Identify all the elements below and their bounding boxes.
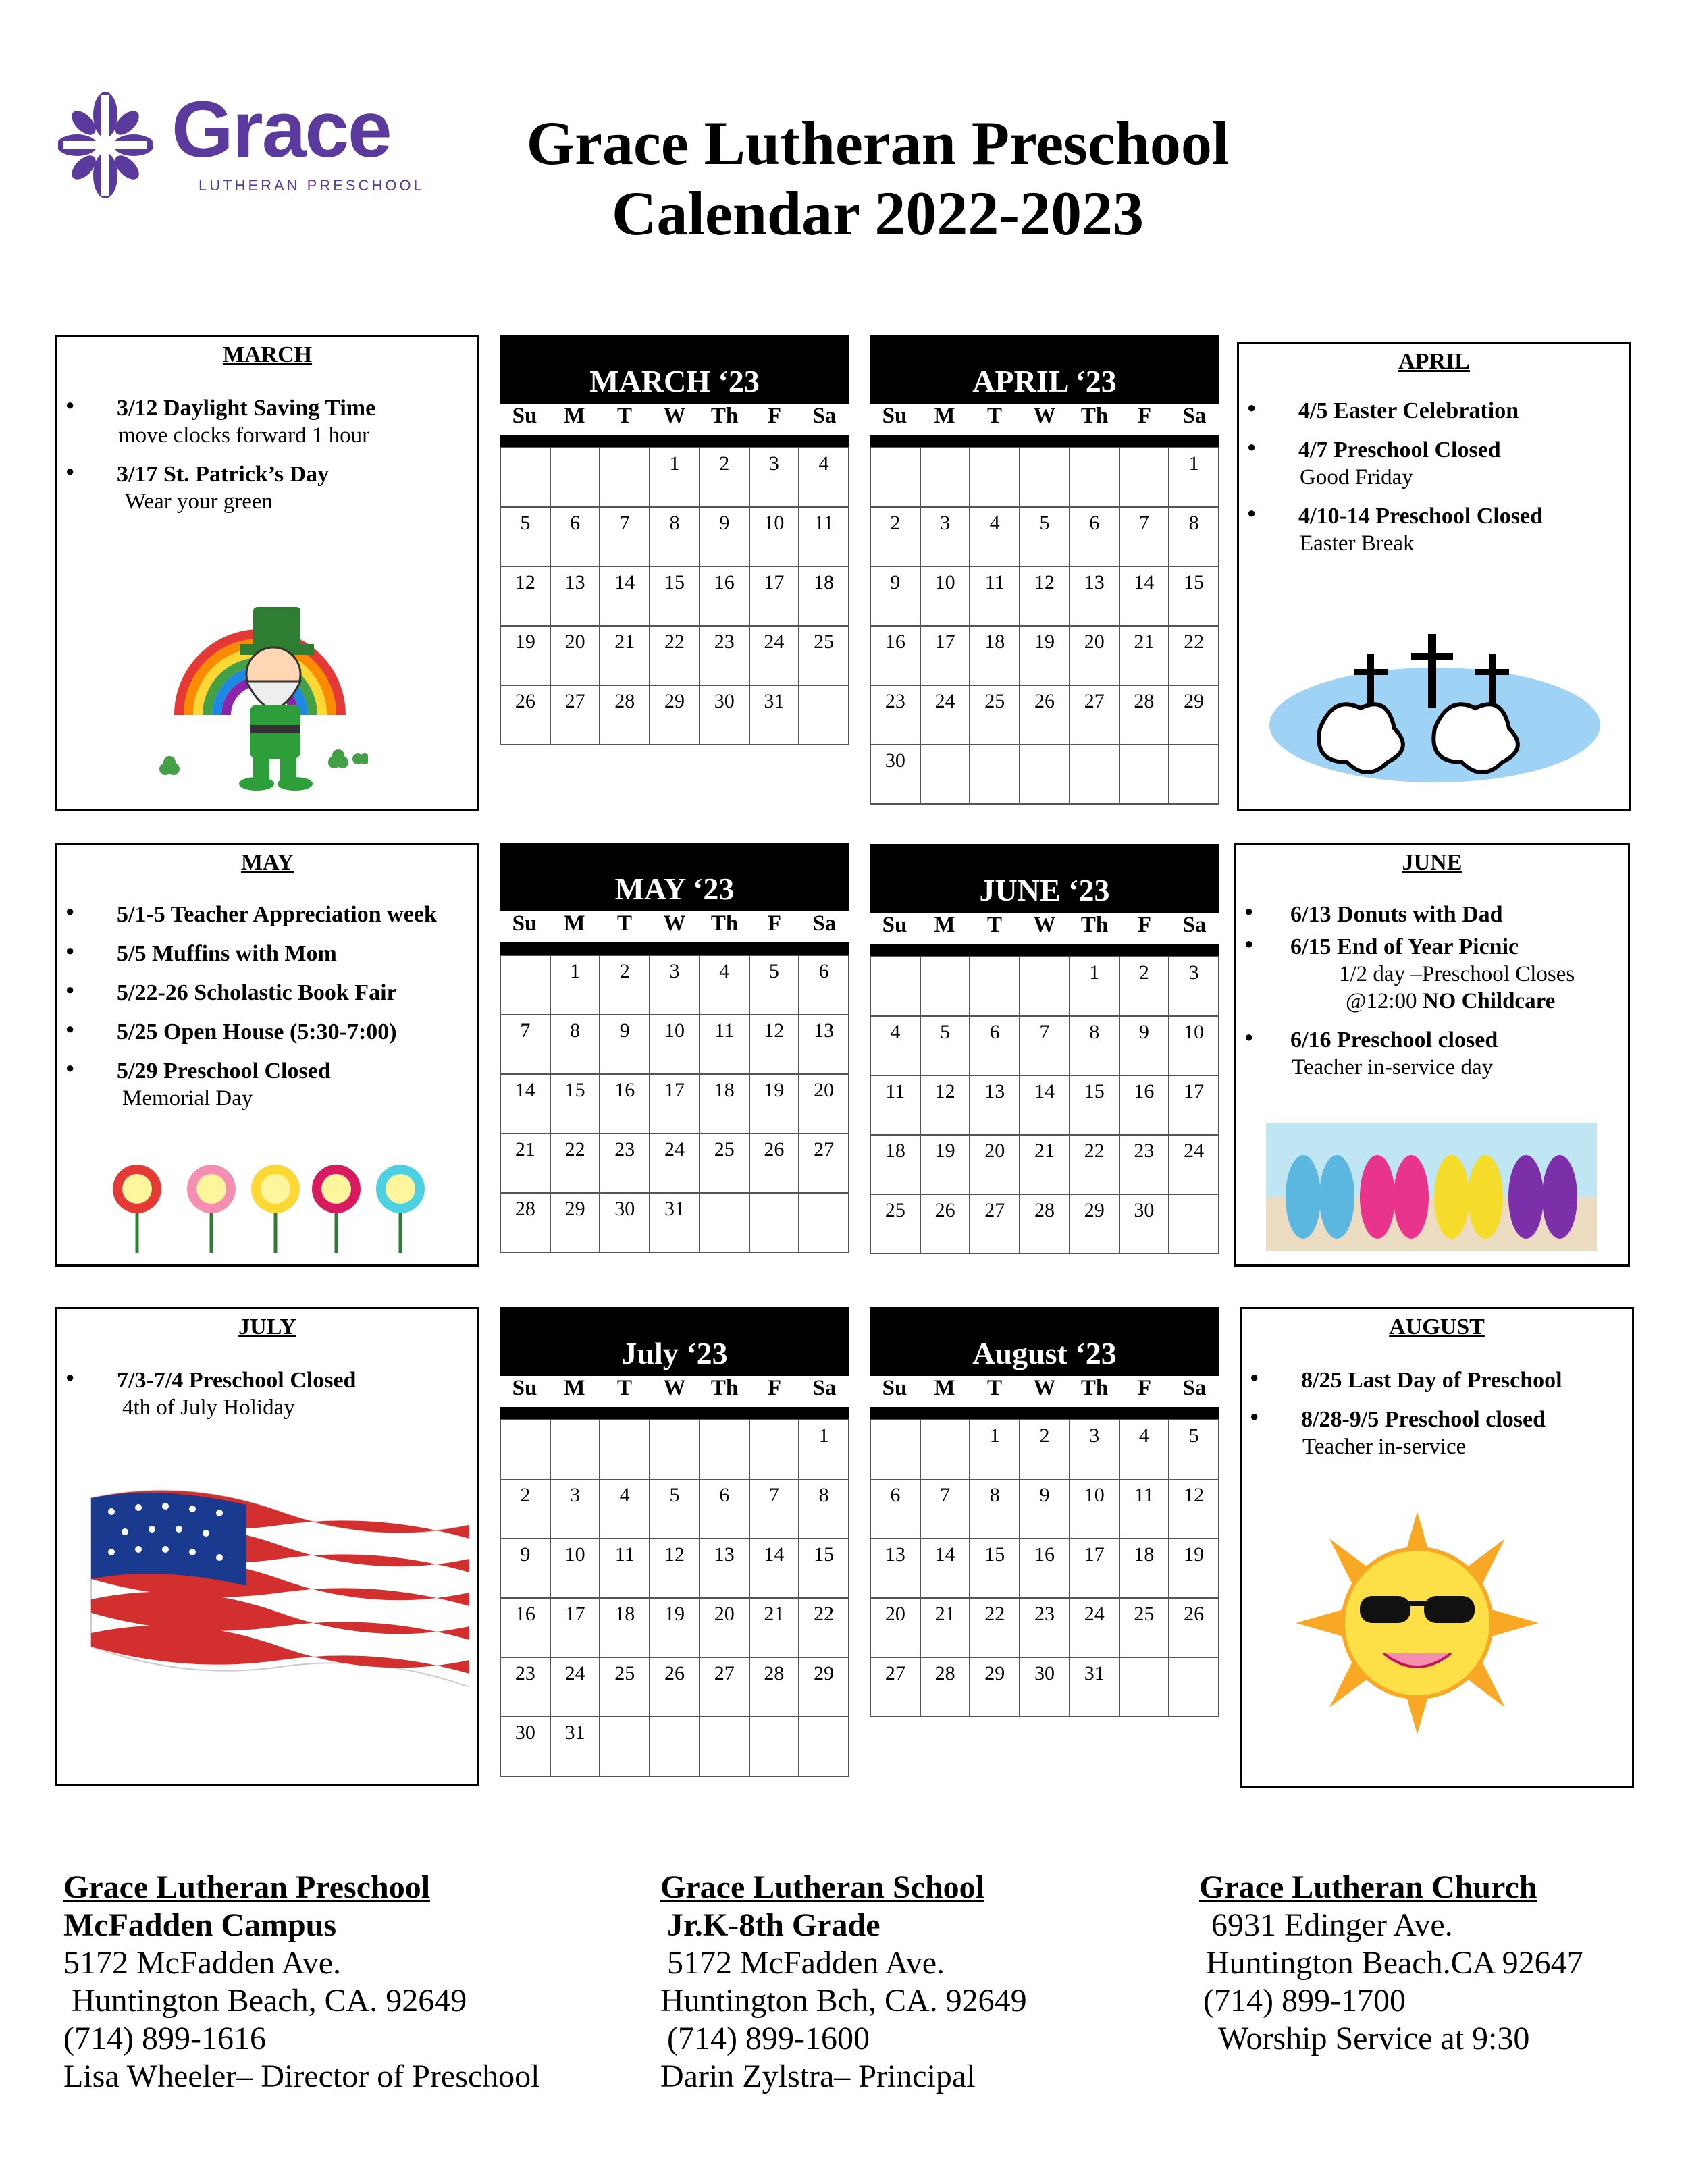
day-cell: 18 <box>970 627 1020 686</box>
event-item: ● 7/3-7/4 Preschool Closed 4th of July Holiday <box>57 1367 477 1421</box>
day-cell: 22 <box>970 1599 1020 1658</box>
day-cell: 16 <box>700 567 750 627</box>
day-cell: 30 <box>501 1717 551 1777</box>
sun-sunglasses-illustration <box>1296 1512 1539 1734</box>
day-cell: 21 <box>750 1599 800 1658</box>
april-events-heading: APRIL <box>1398 349 1470 374</box>
event-item: ● 5/29 Preschool Closed Memorial Day <box>57 1058 477 1112</box>
day-cell: 13 <box>1070 567 1120 627</box>
day-cell: 12 <box>650 1539 700 1599</box>
day-cell <box>1169 1658 1219 1717</box>
june-events-box <box>1234 843 1630 1267</box>
logo-word: Grace <box>172 85 391 174</box>
day-cell: 26 <box>750 1134 800 1194</box>
day-cell: 18 <box>799 567 849 627</box>
calendar-month-header: MARCH ‘23 <box>500 335 849 404</box>
day-cell: 22 <box>1070 1136 1120 1195</box>
day-cell: 13 <box>700 1539 750 1599</box>
day-cell: 25 <box>970 686 1020 745</box>
day-cell: 13 <box>551 567 601 627</box>
calendar-month-header: JUNE ‘23 <box>870 844 1219 913</box>
event-item: ● 6/16 Preschool closed Teacher in-service day <box>1236 1027 1628 1081</box>
day-cell: 18 <box>1120 1539 1170 1599</box>
day-cell: 7 <box>501 1015 551 1075</box>
day-cell: 7 <box>750 1480 800 1539</box>
day-cell: 29 <box>551 1194 601 1253</box>
day-cell: 2 <box>600 956 650 1015</box>
day-cell <box>700 1194 750 1253</box>
day-cell: 4 <box>970 508 1020 567</box>
day-cell: 8 <box>799 1480 849 1539</box>
day-cell: 16 <box>1120 1076 1170 1136</box>
day-cell <box>650 1717 700 1777</box>
day-cell: 2 <box>700 448 750 508</box>
day-cell: 5 <box>501 508 551 567</box>
day-cell <box>600 1420 650 1480</box>
event-item: ● 6/15 End of Year Picnic 1/2 day –Preschool Closes @12:00 NO Childcare <box>1236 934 1628 1015</box>
day-cell <box>921 745 971 805</box>
day-cell: 20 <box>551 627 601 686</box>
day-cell <box>1169 745 1219 805</box>
april-calendar <box>870 335 1219 805</box>
day-cell: 23 <box>1120 1136 1170 1195</box>
day-cell: 7 <box>921 1480 971 1539</box>
day-cell: 7 <box>1120 508 1170 567</box>
day-cell: 23 <box>871 686 921 745</box>
school-logo <box>58 85 436 203</box>
day-cell: 6 <box>871 1480 921 1539</box>
day-cell: 23 <box>1020 1599 1070 1658</box>
weekday-header: Su M T W Th F Sa <box>870 404 1219 447</box>
day-cell: 5 <box>750 956 800 1015</box>
day-cell <box>871 448 921 508</box>
day-cell <box>1020 957 1070 1017</box>
event-item: ● 5/1-5 Teacher Appreciation week <box>57 901 477 928</box>
day-cell: 30 <box>600 1194 650 1253</box>
day-cell: 3 <box>1070 1420 1120 1480</box>
day-cell: 27 <box>551 686 601 745</box>
august-events-heading: AUGUST <box>1389 1314 1485 1339</box>
day-cell: 9 <box>600 1015 650 1075</box>
day-cell: 1 <box>970 1420 1020 1480</box>
july-events-heading: JULY <box>238 1314 296 1339</box>
day-cell: 23 <box>501 1658 551 1717</box>
day-cell: 19 <box>750 1075 800 1134</box>
day-cell <box>700 1717 750 1777</box>
day-cell <box>750 1194 800 1253</box>
footer-heading: Grace Lutheran School <box>660 1869 984 1905</box>
calendar-month-header: August ‘23 <box>870 1307 1219 1376</box>
day-cell: 19 <box>1020 627 1070 686</box>
day-cell: 2 <box>1020 1420 1070 1480</box>
day-cell: 25 <box>700 1134 750 1194</box>
day-cell: 12 <box>921 1076 971 1136</box>
day-cell <box>600 448 650 508</box>
day-cell: 20 <box>871 1599 921 1658</box>
day-cell: 21 <box>501 1134 551 1194</box>
day-cell: 3 <box>1169 957 1219 1017</box>
day-cell: 14 <box>750 1539 800 1599</box>
day-cell: 9 <box>1120 1017 1170 1076</box>
day-cell: 14 <box>501 1075 551 1134</box>
day-cell: 11 <box>700 1015 750 1075</box>
day-cell <box>501 956 551 1015</box>
day-cell: 26 <box>921 1195 971 1254</box>
day-cell <box>1020 745 1070 805</box>
flowers-illustration <box>110 1162 434 1256</box>
day-cell: 24 <box>650 1134 700 1194</box>
day-cell: 28 <box>1120 686 1170 745</box>
day-cell: 29 <box>970 1658 1020 1717</box>
event-item: ● 4/10-14 Preschool Closed Easter Break <box>1239 503 1629 557</box>
day-cell <box>1070 448 1120 508</box>
day-cell: 15 <box>1070 1076 1120 1136</box>
day-cell <box>700 1420 750 1480</box>
day-cell: 3 <box>921 508 971 567</box>
event-item: ● 8/25 Last Day of Preschool <box>1242 1367 1632 1394</box>
event-item: ● 3/17 St. Patrick’s Day Wear your green <box>57 461 477 515</box>
day-cell: 17 <box>650 1075 700 1134</box>
day-cell: 7 <box>600 508 650 567</box>
weekday-header: Su M T W Th F Sa <box>870 1376 1219 1419</box>
day-cell: 25 <box>600 1658 650 1717</box>
day-cell <box>970 448 1020 508</box>
american-flag-illustration <box>84 1485 469 1687</box>
day-cell <box>1120 1658 1170 1717</box>
day-cell: 21 <box>1020 1136 1070 1195</box>
day-cell: 4 <box>700 956 750 1015</box>
day-cell: 14 <box>1020 1076 1070 1136</box>
day-cell: 25 <box>799 627 849 686</box>
day-cell: 18 <box>871 1136 921 1195</box>
event-item: ● 4/7 Preschool Closed Good Friday <box>1239 437 1629 491</box>
day-cell <box>501 1420 551 1480</box>
day-cell: 22 <box>799 1599 849 1658</box>
day-cell: 18 <box>700 1075 750 1134</box>
day-grid <box>870 1419 1219 1717</box>
day-cell: 10 <box>921 567 971 627</box>
footer-heading: Grace Lutheran Church <box>1199 1869 1537 1905</box>
day-cell: 6 <box>700 1480 750 1539</box>
easter-crosses-illustration <box>1266 627 1604 789</box>
day-cell: 1 <box>799 1420 849 1480</box>
footer-school: Grace Lutheran School Jr.K-8th Grade 5172 McFadden Ave. Huntington Bch, CA. 92649 (714) 899-1600 Darin Zylstra– Principal <box>660 1869 1027 2094</box>
may-events-box <box>55 843 479 1267</box>
day-cell: 24 <box>1169 1136 1219 1195</box>
day-cell: 27 <box>970 1195 1020 1254</box>
july-calendar <box>500 1307 849 1777</box>
day-cell <box>921 957 971 1017</box>
day-cell: 11 <box>1120 1480 1170 1539</box>
day-cell <box>921 448 971 508</box>
day-cell: 24 <box>750 627 800 686</box>
day-cell: 3 <box>650 956 700 1015</box>
day-cell <box>1020 448 1070 508</box>
day-cell: 15 <box>551 1075 601 1134</box>
day-cell: 1 <box>1070 957 1120 1017</box>
day-cell: 11 <box>871 1076 921 1136</box>
day-cell: 31 <box>551 1717 601 1777</box>
day-cell: 11 <box>799 508 849 567</box>
day-cell <box>750 1420 800 1480</box>
day-cell <box>921 1420 971 1480</box>
day-cell: 28 <box>921 1658 971 1717</box>
day-cell: 24 <box>921 686 971 745</box>
event-item: ● 6/13 Donuts with Dad <box>1236 901 1628 928</box>
day-cell: 20 <box>970 1136 1020 1195</box>
day-cell <box>750 1717 800 1777</box>
day-grid <box>870 447 1219 805</box>
title-line-2: Calendar 2022-2023 <box>612 179 1144 248</box>
august-calendar <box>870 1307 1219 1717</box>
day-cell: 20 <box>799 1075 849 1134</box>
footer-heading: Grace Lutheran Preschool <box>63 1869 431 1905</box>
cross-flower-icon <box>58 88 153 203</box>
day-cell: 8 <box>650 508 700 567</box>
day-cell: 31 <box>750 686 800 745</box>
day-cell: 14 <box>1120 567 1170 627</box>
day-cell <box>799 686 849 745</box>
day-cell: 16 <box>600 1075 650 1134</box>
day-cell: 11 <box>600 1539 650 1599</box>
day-cell: 1 <box>551 956 601 1015</box>
event-item: ● 8/28-9/5 Preschool closed Teacher in-service <box>1242 1406 1632 1460</box>
day-cell: 27 <box>1070 686 1120 745</box>
day-grid <box>500 447 849 745</box>
day-cell: 12 <box>1020 567 1070 627</box>
day-cell: 19 <box>921 1136 971 1195</box>
day-cell: 11 <box>970 567 1020 627</box>
day-cell: 18 <box>600 1599 650 1658</box>
day-cell: 15 <box>1169 567 1219 627</box>
day-cell: 3 <box>750 448 800 508</box>
day-cell: 6 <box>799 956 849 1015</box>
day-cell: 16 <box>871 627 921 686</box>
day-cell: 26 <box>1020 686 1070 745</box>
day-cell: 12 <box>1169 1480 1219 1539</box>
day-cell: 15 <box>970 1539 1020 1599</box>
may-calendar <box>500 843 849 1253</box>
day-cell: 6 <box>1070 508 1120 567</box>
day-cell: 28 <box>750 1658 800 1717</box>
march-events-box <box>55 335 479 811</box>
footer-preschool: Grace Lutheran Preschool McFadden Campus 5172 McFadden Ave. Huntington Beach, CA. 92649 (714) 899-1616 Lisa Wheeler– Director of Preschool <box>63 1869 540 2094</box>
day-cell: 17 <box>551 1599 601 1658</box>
day-cell: 5 <box>650 1480 700 1539</box>
day-cell: 2 <box>501 1480 551 1539</box>
day-cell: 10 <box>750 508 800 567</box>
day-cell: 25 <box>871 1195 921 1254</box>
day-cell: 22 <box>1169 627 1219 686</box>
day-cell <box>970 745 1020 805</box>
may-events-heading: MAY <box>240 850 294 875</box>
day-cell: 15 <box>799 1539 849 1599</box>
day-cell: 4 <box>600 1480 650 1539</box>
day-cell: 29 <box>1070 1195 1120 1254</box>
day-cell: 4 <box>1120 1420 1170 1480</box>
day-cell: 9 <box>700 508 750 567</box>
day-cell <box>1120 448 1170 508</box>
day-cell: 16 <box>501 1599 551 1658</box>
day-cell <box>650 1420 700 1480</box>
weekday-header: Su M T W Th F Sa <box>870 913 1219 956</box>
day-cell: 9 <box>1020 1480 1070 1539</box>
day-cell: 8 <box>1169 508 1219 567</box>
weekday-header: Su M T W Th F Sa <box>500 911 849 955</box>
event-item: ● 5/25 Open House (5:30-7:00) <box>57 1019 477 1046</box>
day-cell: 1 <box>1169 448 1219 508</box>
day-cell: 19 <box>1169 1539 1219 1599</box>
day-cell: 14 <box>600 567 650 627</box>
day-cell: 31 <box>650 1194 700 1253</box>
day-cell: 22 <box>551 1134 601 1194</box>
day-cell: 30 <box>1120 1195 1170 1254</box>
day-cell: 29 <box>1169 686 1219 745</box>
weekday-header: Su M T W Th F Sa <box>500 1376 849 1419</box>
day-cell: 22 <box>650 627 700 686</box>
day-cell: 27 <box>799 1134 849 1194</box>
day-cell: 19 <box>650 1599 700 1658</box>
day-grid <box>870 956 1219 1254</box>
day-cell: 26 <box>650 1658 700 1717</box>
day-cell: 10 <box>551 1539 601 1599</box>
june-events-heading: JUNE <box>1402 850 1462 875</box>
weekday-header: Su M T W Th F Sa <box>500 404 849 447</box>
day-grid <box>500 1419 849 1777</box>
day-cell: 9 <box>501 1539 551 1599</box>
day-cell <box>1070 745 1120 805</box>
day-cell: 27 <box>700 1658 750 1717</box>
day-cell: 21 <box>921 1599 971 1658</box>
day-cell <box>1169 1195 1219 1254</box>
day-cell: 23 <box>600 1134 650 1194</box>
day-cell: 13 <box>970 1076 1020 1136</box>
day-cell: 4 <box>871 1017 921 1076</box>
title-line-1: Grace Lutheran Preschool <box>526 109 1230 178</box>
day-cell: 30 <box>700 686 750 745</box>
day-cell: 12 <box>750 1015 800 1075</box>
event-item: ● 5/5 Muffins with Mom <box>57 940 477 967</box>
april-events-box <box>1237 342 1631 811</box>
day-cell: 28 <box>501 1194 551 1253</box>
march-calendar <box>500 335 849 745</box>
day-cell: 9 <box>871 567 921 627</box>
calendar-month-header: July ‘23 <box>500 1307 849 1376</box>
day-cell: 5 <box>921 1017 971 1076</box>
day-cell: 20 <box>1070 627 1120 686</box>
day-cell: 14 <box>921 1539 971 1599</box>
calendar-month-header: APRIL ‘23 <box>870 335 1219 404</box>
day-grid <box>500 955 849 1253</box>
day-cell: 29 <box>650 686 700 745</box>
day-cell: 28 <box>1020 1195 1070 1254</box>
day-cell: 19 <box>501 627 551 686</box>
day-cell: 6 <box>551 508 601 567</box>
day-cell <box>551 448 601 508</box>
logo-subtitle: LUTHERAN PRESCHOOL <box>199 177 425 194</box>
event-item: ● 3/12 Daylight Saving Time move clocks forward 1 hour <box>57 395 477 449</box>
day-cell <box>871 1420 921 1480</box>
day-cell: 21 <box>1120 627 1170 686</box>
day-cell <box>501 448 551 508</box>
day-cell: 23 <box>700 627 750 686</box>
day-cell: 1 <box>650 448 700 508</box>
day-cell: 26 <box>1169 1599 1219 1658</box>
day-cell <box>970 957 1020 1017</box>
day-cell: 28 <box>600 686 650 745</box>
day-cell: 10 <box>650 1015 700 1075</box>
leprechaun-illustration <box>152 580 368 796</box>
day-cell <box>799 1194 849 1253</box>
day-cell <box>600 1717 650 1777</box>
footer-church: Grace Lutheran Church 6931 Edinger Ave. Huntington Beach.CA 92647 (714) 899-1700 Worship Service at 9:30 <box>1199 1869 1583 2056</box>
day-cell: 12 <box>501 567 551 627</box>
day-cell: 5 <box>1169 1420 1219 1480</box>
day-cell: 29 <box>799 1658 849 1717</box>
day-cell: 26 <box>501 686 551 745</box>
march-events-heading: MARCH <box>222 342 313 367</box>
day-cell: 30 <box>871 745 921 805</box>
june-calendar <box>870 844 1219 1254</box>
day-cell: 5 <box>1020 508 1070 567</box>
day-cell: 2 <box>871 508 921 567</box>
day-cell: 21 <box>600 627 650 686</box>
day-cell <box>871 957 921 1017</box>
day-cell: 17 <box>750 567 800 627</box>
day-cell: 8 <box>970 1480 1020 1539</box>
calendar-month-header: MAY ‘23 <box>500 843 849 911</box>
day-cell: 16 <box>1020 1539 1070 1599</box>
day-cell: 13 <box>799 1015 849 1075</box>
day-cell: 7 <box>1020 1017 1070 1076</box>
day-cell: 17 <box>1070 1539 1120 1599</box>
day-cell <box>799 1717 849 1777</box>
page-title <box>473 108 1283 248</box>
day-cell: 2 <box>1120 957 1170 1017</box>
day-cell: 10 <box>1070 1480 1120 1539</box>
day-cell: 10 <box>1169 1017 1219 1076</box>
day-cell <box>1120 745 1170 805</box>
day-cell: 8 <box>551 1015 601 1075</box>
day-cell: 30 <box>1020 1658 1070 1717</box>
day-cell: 4 <box>799 448 849 508</box>
day-cell: 27 <box>871 1658 921 1717</box>
day-cell: 17 <box>921 627 971 686</box>
flip-flops-illustration <box>1266 1123 1597 1251</box>
day-cell: 24 <box>551 1658 601 1717</box>
day-cell: 15 <box>650 567 700 627</box>
day-cell: 24 <box>1070 1599 1120 1658</box>
day-cell: 8 <box>1070 1017 1120 1076</box>
event-item: ● 4/5 Easter Celebration <box>1239 398 1629 425</box>
day-cell: 17 <box>1169 1076 1219 1136</box>
day-cell: 20 <box>700 1599 750 1658</box>
july-events-box <box>55 1307 479 1786</box>
day-cell <box>551 1420 601 1480</box>
event-item: ● 5/22-26 Scholastic Book Fair <box>57 980 477 1007</box>
day-cell: 3 <box>551 1480 601 1539</box>
day-cell: 6 <box>970 1017 1020 1076</box>
day-cell: 31 <box>1070 1658 1120 1717</box>
day-cell: 25 <box>1120 1599 1170 1658</box>
august-events-box <box>1240 1307 1634 1788</box>
day-cell: 13 <box>871 1539 921 1599</box>
